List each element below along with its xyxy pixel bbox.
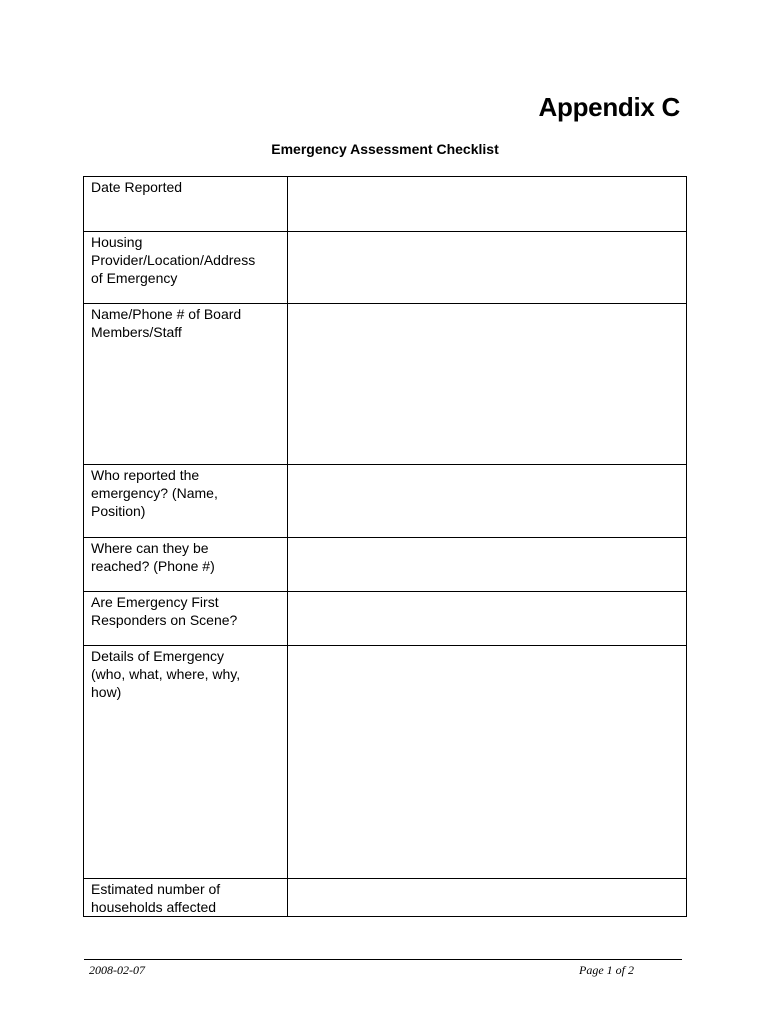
details-field[interactable] <box>288 646 687 879</box>
board-members-field[interactable] <box>288 304 687 465</box>
table-row <box>84 177 687 232</box>
row-label-board-members: Name/Phone # of Board Members/Staff <box>84 304 288 465</box>
row-label-households: Estimated number of households affected <box>84 879 288 917</box>
table-row <box>84 465 687 538</box>
row-label-date-reported: Date Reported <box>84 177 288 232</box>
first-responders-field[interactable] <box>288 592 687 646</box>
row-label-reached-phone: Where can they be reached? (Phone #) <box>84 538 288 592</box>
footer-divider <box>84 959 682 960</box>
table-row <box>84 646 687 879</box>
page-number: Page 1 of 2 <box>579 963 634 977</box>
checklist-table <box>83 176 687 917</box>
table-row <box>84 304 687 465</box>
table-row <box>84 592 687 646</box>
footer-date: 2008-02-07 <box>89 963 145 977</box>
appendix-title: Appendix C <box>538 92 680 122</box>
households-field[interactable] <box>288 879 687 917</box>
table-row <box>84 879 687 917</box>
reached-phone-field[interactable] <box>288 538 687 592</box>
row-label-first-responders: Are Emergency First Responders on Scene? <box>84 592 288 646</box>
table-row <box>84 538 687 592</box>
date-reported-field[interactable] <box>288 177 687 232</box>
checklist-title: Emergency Assessment Checklist <box>271 141 499 157</box>
who-reported-field[interactable] <box>288 465 687 538</box>
row-label-housing-provider: Housing Provider/Location/Address of Emergency <box>84 232 288 304</box>
housing-provider-field[interactable] <box>288 232 687 304</box>
row-label-who-reported: Who reported the emergency? (Name, Position) <box>84 465 288 538</box>
table-row <box>84 232 687 304</box>
row-label-details: Details of Emergency (who, what, where, why, how) <box>84 646 288 879</box>
